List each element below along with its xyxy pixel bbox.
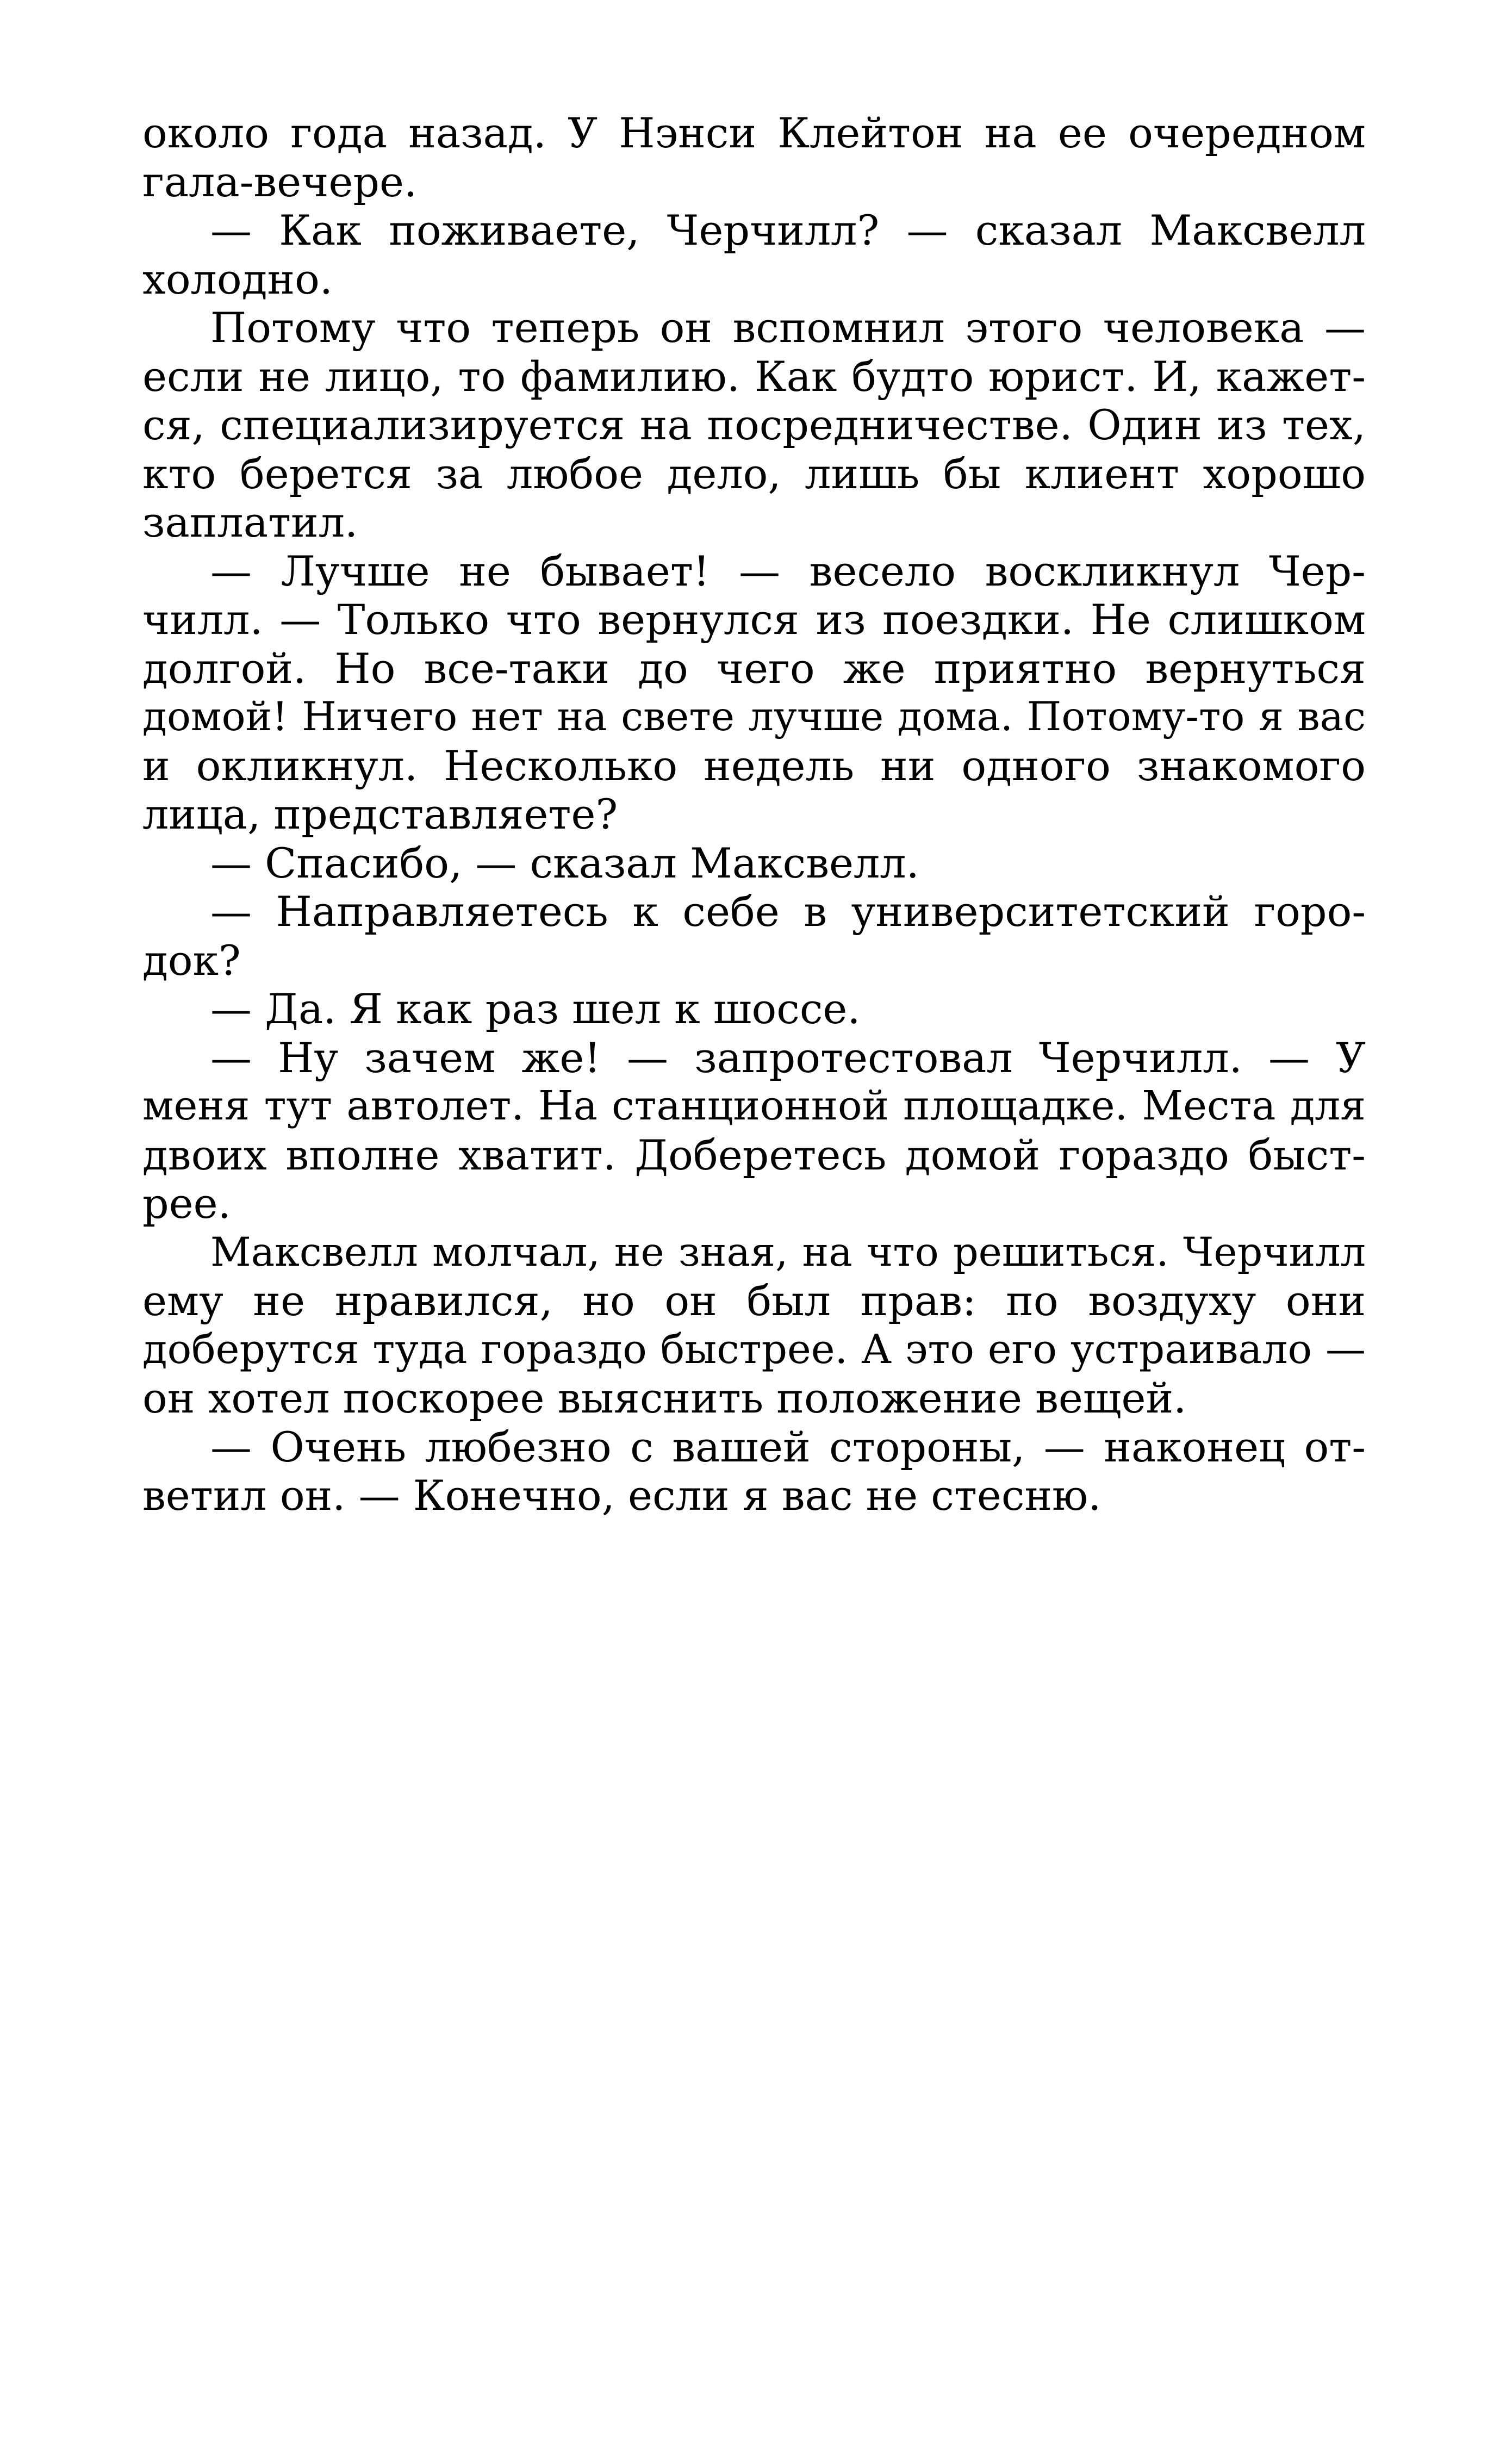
text-line: домой! Ничего нет на свете лучше дома. Потому-то я вас <box>142 694 1366 740</box>
text-line: ветил он. — Конечно, если я вас не стесню. <box>142 1471 1102 1520</box>
text-line: — Ну зачем же! — запротестовал Черчилл. — У <box>210 1033 1366 1082</box>
text-line: Максвелл молчал, не зная, на что решиться. Черчилл <box>210 1229 1366 1275</box>
text-line: доберутся туда гораздо быстрее. А это его устраивало — <box>142 1326 1366 1373</box>
text-line: он хотел поскорее выяснить положение вещей. <box>142 1374 1187 1422</box>
book-page-text <box>142 109 1366 1520</box>
text-line: заплатил. <box>142 498 358 546</box>
text-line: меня тут автолет. На станционной площадке. Места для <box>142 1082 1366 1129</box>
text-line: гала-вечере. <box>142 157 418 206</box>
text-line: двоих вполне хватит. Доберетесь домой гораздо быст- <box>142 1130 1366 1179</box>
text-line: док? <box>142 936 241 985</box>
text-line: — Как поживаете, Черчилл? — сказал Максвелл <box>210 206 1366 254</box>
text-line: Потому что теперь он вспомнил этого человека — <box>210 303 1366 352</box>
text-line: ему не нравился, но он был прав: по воздуху они <box>142 1277 1366 1325</box>
text-line: кто берется за любое дело, лишь бы клиент хорошо <box>142 449 1366 498</box>
text-line: лица, представляете? <box>142 790 618 838</box>
text-line: около года назад. У Нэнси Клейтон на ее очередном <box>142 109 1366 157</box>
text-line: ся, специализируется на посредничестве. Один из тех, <box>142 401 1366 449</box>
text-line: долгой. Но все-таки до чего же приятно вернуться <box>142 644 1366 693</box>
text-line: — Очень любезно с вашей стороны, — наконец от- <box>210 1422 1366 1471</box>
text-line: и окликнул. Несколько недель ни одного знакомого <box>142 741 1366 790</box>
text-line: — Направляетесь к себе в университетский горо- <box>210 887 1366 936</box>
text-line: чилл. — Только что вернулся из поездки. Не слишком <box>142 595 1366 644</box>
text-line: — Лучше не бывает! — весело воскликнул Чер- <box>210 546 1366 595</box>
text-line: — Спасибо, — сказал Максвелл. <box>210 838 919 887</box>
text-line: если не лицо, то фамилию. Как будто юрист. И, кажет- <box>142 352 1366 401</box>
text-line: — Да. Я как раз шел к шоссе. <box>210 985 861 1033</box>
text-line: рее. <box>142 1179 231 1228</box>
text-line: холодно. <box>142 254 333 303</box>
